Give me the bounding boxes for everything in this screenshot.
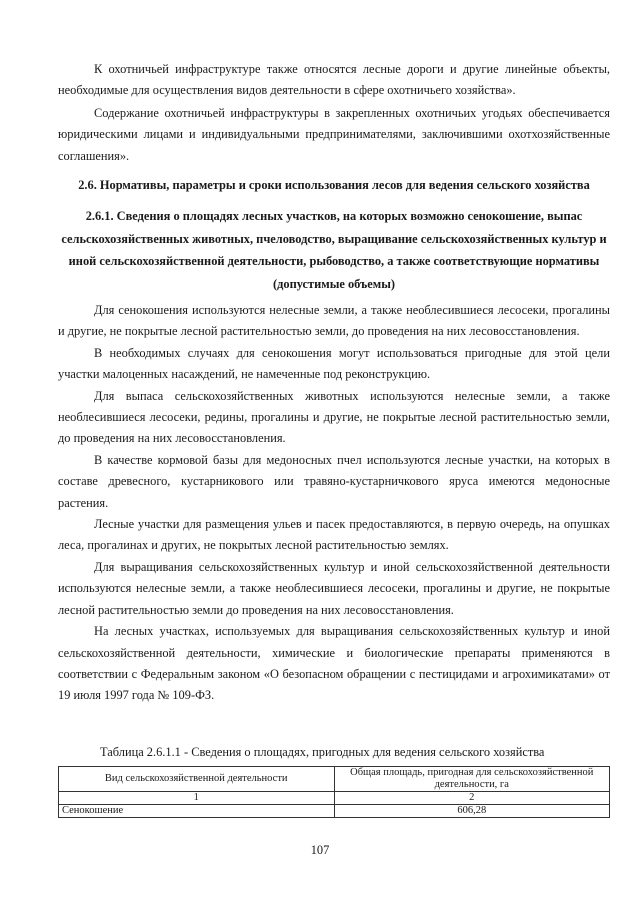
page-number: 107	[310, 843, 330, 857]
intro-paragraph-2: Содержание охотничьей инфраструктуры в закрепленных охотничьих угодьях обеспечивается юридическими лицами и индивидуальными предпринимателями, заключившими охотхозяйственные соглашения».	[58, 106, 610, 163]
table-column-numbers-row	[59, 792, 610, 805]
table-cell: 606,28	[334, 805, 610, 818]
paragraph: В необходимых случаях для сенокошения могут использоваться пригодные для этой цели участки малоценных насаждений, не намеченные под реконструкцию.	[58, 345, 610, 382]
paragraph: Для выращивания сельскохозяйственных культур и иной сельскохозяйственной деятельности используются нелесные земли, а также необлесившиеся лесосеки, прогалины и другие, не покрытые лесной растительностью земли до проведения на них лесовосстановления.	[58, 559, 610, 617]
intro-paragraph-1: К охотничьей инфраструктуре также относятся лесные дороги и другие линейные объекты, необходимые для осуществления видов деятельности в сфере охотничьего хозяйства».	[58, 62, 610, 98]
table-column-number: 2	[334, 792, 610, 805]
table-column-number: 1	[59, 792, 335, 805]
paragraph: Лесные участки для размещения ульев и пасек предоставляются, в первую очередь, на опушках леса, прогалинах и других, не покрытых лесной растительностью землях.	[58, 517, 610, 553]
table-caption: Таблица 2.6.1.1 - Сведения о площадях, пригодных для ведения сельского хозяйства	[100, 745, 545, 759]
table-header-cell: Общая площадь, пригодная для сельскохозяйственной деятельности, га	[334, 767, 610, 792]
paragraph: На лесных участках, используемых для выращивания сельскохозяйственных культур и иной сельскохозяйственной деятельности, химические и биологические препараты применяются в соответствии с Федеральным законом «О безопасном обращении с пестицидами и агрохимикатами» от 19 июля 1997 года № 109-ФЗ.	[58, 624, 610, 703]
table-header-cell: Вид сельскохозяйственной деятельности	[59, 767, 335, 792]
section-heading: 2.6. Нормативы, параметры и сроки использования лесов для ведения сельского хозяйства	[78, 178, 590, 192]
subsection-heading: 2.6.1. Сведения о площадях лесных участков, на которых возможно сенокошение, выпас сельскохозяйственных животных, пчеловодство, выращивание сельскохозяйственных культур и иной сельскохозяйственной деятельности, рыбоводство, а также соответствующие нормативы (допустимые объемы)	[61, 209, 607, 291]
paragraph: В качестве кормовой базы для медоносных пчел используются лесные участки, на которых в составе древесного, кустарникового или травяно-кустарничкового яруса имеются медоносные растения.	[58, 452, 610, 510]
body-text	[58, 300, 610, 707]
table-cell: Сенокошение	[59, 805, 335, 818]
paragraph: Для выпаса сельскохозяйственных животных используются нелесные земли, а также необлесившиеся лесосеки, редины, прогалины и другие, не покрытые лесной растительностью земли, до проведения на них лесовосстановления.	[58, 388, 610, 446]
table-header-row	[59, 767, 610, 792]
paragraph: Для сенокошения используются нелесные земли, а также необлесившиеся лесосеки, прогалины и другие, не покрытые лесной растительностью земли, до проведения на них лесовосстановления.	[58, 303, 610, 339]
data-table	[58, 766, 610, 818]
table-row	[59, 805, 610, 818]
